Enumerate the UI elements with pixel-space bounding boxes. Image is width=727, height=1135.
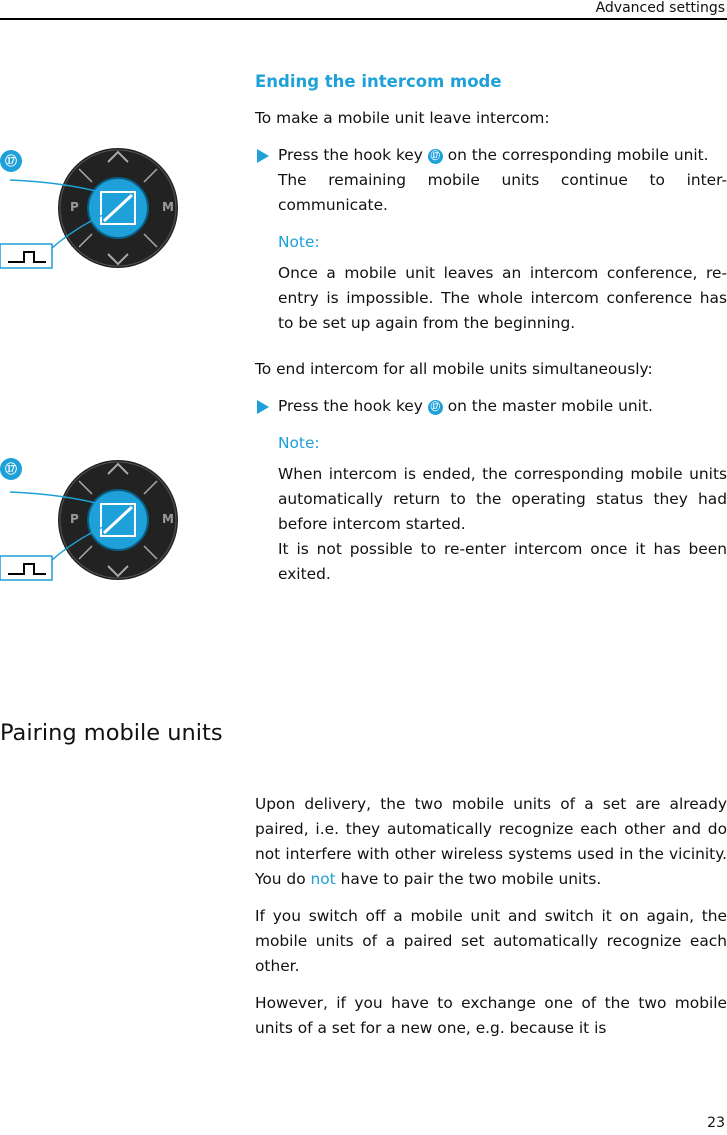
note-text: It is not possible to re-enter intercom once it has been exited.: [278, 540, 727, 583]
callout-17: ⑰: [0, 458, 22, 480]
keypad-figure-1: [0, 140, 190, 270]
page-number: 23: [707, 1115, 725, 1131]
step-text: Press the hook key ⑰ on the master mobile unit.: [278, 397, 653, 415]
step-result: The remaining mobile units continue to inter-communicate.: [278, 171, 727, 214]
ending-intercom-section: [255, 69, 727, 587]
note-text: When intercom is ended, the corresponding mobile units automatically return to the operating status they had before intercom started.: [278, 465, 727, 533]
arrow-bullet-icon: [257, 400, 269, 414]
press-symbol-box: [0, 244, 52, 268]
note-label: Note:: [278, 233, 320, 251]
header-rule: [0, 18, 727, 20]
keypad-figure-2: [0, 452, 190, 582]
paragraph: Upon delivery, the two mobile units of a set are already paired, i.e. they automatically recognize each other and do not interfere with other wireless systems used in the vicinity. You do not have to pair the two mobile units.: [255, 795, 727, 888]
instruction-step: [255, 143, 727, 218]
note-block: [255, 431, 727, 587]
section-title: Pairing mobile units: [0, 720, 223, 746]
p-key-label: P: [70, 200, 79, 214]
section-heading: Ending the intercom mode: [255, 72, 502, 91]
callout-17: ⑰: [0, 150, 22, 172]
step-text: Press the hook key ⑰ on the corresponding mobile unit.: [278, 146, 709, 164]
emphasis-word: not: [310, 870, 336, 888]
m-key-label: M: [162, 512, 174, 526]
p-key-label: P: [70, 512, 79, 526]
key-17-icon: ⑰: [428, 400, 443, 415]
paragraph: However, if you have to exchange one of the two mobile units of a set for a new one, e.g. because it is: [255, 994, 727, 1037]
paragraph: If you switch off a mobile unit and switch it on again, the mobile units of a paired set automatically recognize each other.: [255, 907, 727, 975]
pairing-section: [255, 792, 727, 1041]
intro-text: To make a mobile unit leave intercom:: [255, 109, 550, 127]
instruction-step: [255, 394, 727, 419]
note-label: Note:: [278, 434, 320, 452]
intro-text: To end intercom for all mobile units simultaneously:: [255, 360, 653, 378]
note-text: Once a mobile unit leaves an intercom conference, re-entry is impossible. The whole intercom conference has to be set up again from the beginning.: [278, 264, 727, 332]
m-key-label: M: [162, 200, 174, 214]
press-symbol-box: [0, 556, 52, 580]
key-17-icon: ⑰: [428, 149, 443, 164]
arrow-bullet-icon: [257, 149, 269, 163]
running-header: Advanced settings: [595, 0, 725, 16]
note-block: [255, 230, 727, 336]
